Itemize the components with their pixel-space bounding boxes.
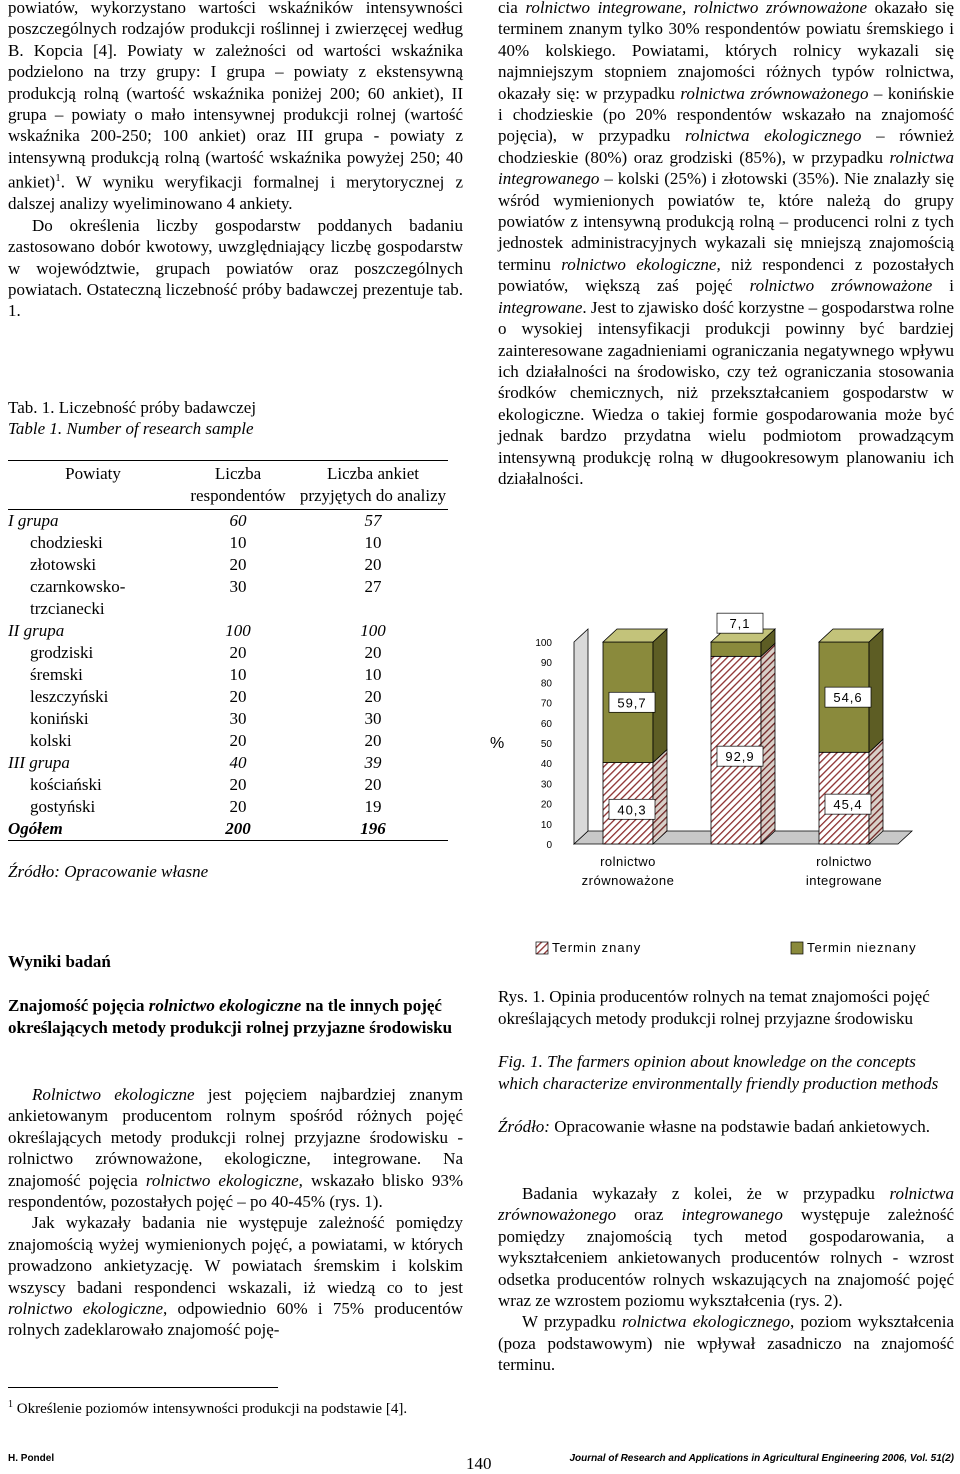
table-row xyxy=(8,642,448,664)
sample-table xyxy=(8,460,448,841)
data-label-unknown: 7,1 xyxy=(729,616,751,632)
table-row xyxy=(8,686,448,708)
cell-powiat: chodzieski xyxy=(30,533,103,552)
cell-respondents: 20 xyxy=(229,643,247,662)
intro-paragraph xyxy=(8,0,463,322)
cell-powiat: II grupa xyxy=(8,621,65,640)
header-powiaty: Powiaty xyxy=(65,464,121,483)
table-row xyxy=(8,708,448,730)
right-paragraph-2 xyxy=(498,1183,954,1376)
rc-t4: rolnictwa zrównoważonego xyxy=(680,83,869,103)
rc-t10: rolnictwo ekologiczne, xyxy=(561,254,721,274)
cell-powiat: czarnkowsko-trzcianecki xyxy=(30,577,126,618)
cell-respondents: 20 xyxy=(229,775,247,794)
chart-side-wall xyxy=(574,629,588,844)
y-tick-label: 30 xyxy=(540,779,552,791)
cell-powiat: Ogółem xyxy=(8,818,178,841)
y-tick-label: 0 xyxy=(546,840,552,851)
results-paragraph-1 xyxy=(8,1084,463,1212)
y-tick-label: 90 xyxy=(540,658,552,670)
cell-respondents: 100 xyxy=(225,621,251,640)
cell-respondents: 30 xyxy=(229,577,247,596)
header-accepted: Liczba ankiet przyjętych do analizy xyxy=(299,464,447,505)
figure-source-label: Źródło: xyxy=(498,1117,550,1136)
bar-known-side xyxy=(653,750,667,844)
table-source: Źródło: Opracowanie własne xyxy=(8,862,209,881)
cell-respondents: 60 xyxy=(229,511,247,530)
rc-t15: . Jest to zjawisko dość korzystne – gospodarstwa rolne o wysokiej intensyfikacji produkcji powinny być bardziej zainteresowane zagadnieniami ograniczania negatywnego wpływu ich działalności na środowisko, czy też ograniczania stosowania środków chemicznych, niż przekształcaniem gospodarstw w ekologiczne. Wiedza o takiej formie gospodarowania może być jednak bardzo przydatna wielu podmiotom prowadzącym intensywną produkcję rolną w długookresowym planowaniu ich działalności. xyxy=(498,297,954,488)
section-heading: Wyniki badań xyxy=(8,952,111,971)
rc-p2-c: występuje zależność pomiędzy znajomością tych metod gospodarowania, a wykształceniem ankietowanych producentów rolnych - wzrost odsetka producentów rolnych wskazujących na znajomość pojęć wraz ze wzrostem poziomu wykształcenia (rys. 2). xyxy=(498,1205,954,1311)
rc-t12: rolnictwo zrównoważone xyxy=(749,276,933,296)
results-p2-b: , odpowiednio 60% i 75% producentów rolnych zadeklarowało znajomość poję- xyxy=(8,1299,463,1340)
subsection-post: na tle innych pojęć określających metody produkcji rolnej przyjazne środowisku xyxy=(8,996,453,1037)
table-row xyxy=(8,620,448,642)
cell-powiat: śremski xyxy=(30,665,83,684)
footer-journal: Journal of Research and Applications in Agricultural Engineering 2006, Vol. 51(2) xyxy=(569,1453,954,1464)
term-organic-2: rolnictwo ekologiczne, xyxy=(145,1170,303,1190)
results-p1-b: wskazało blisko 93% respondentów, pozostałych pojęć – po 40-45% (rys. 1). xyxy=(8,1170,463,1212)
cell-respondents: 20 xyxy=(229,687,247,706)
figure-source-text: Opracowanie własne na podstawie badań ankietowych. xyxy=(549,1117,930,1136)
rc-p3-a: W przypadku xyxy=(522,1312,622,1332)
cell-accepted: 100 xyxy=(360,621,386,640)
table-row xyxy=(8,664,448,686)
table-caption-en: Table 1. Number of research sample xyxy=(8,419,254,438)
cell-respondents: 20 xyxy=(229,555,247,574)
subsection-heading xyxy=(8,995,463,1039)
cell-accepted: 20 xyxy=(364,775,382,794)
cell-respondents: 10 xyxy=(229,533,247,552)
legend-label-known: Termin znany xyxy=(552,940,642,955)
bar-known-side xyxy=(761,643,775,844)
cell-powiat: kościański xyxy=(30,775,102,794)
y-tick-label: 10 xyxy=(540,819,552,831)
x-category-label: rolnictwo xyxy=(600,854,656,869)
cell-respondents: 10 xyxy=(229,665,247,684)
cell-accepted: 20 xyxy=(364,687,382,706)
data-label-unknown: 54,6 xyxy=(833,690,863,706)
table-row xyxy=(8,774,448,796)
rc-t7: – również chodzieskie (80%) oraz grodziski (85%), w przypadku xyxy=(498,126,954,167)
data-label-known: 92,9 xyxy=(725,749,755,765)
term-organic-3: rolnictwo ekologiczne xyxy=(8,1299,164,1319)
y-tick-label: 20 xyxy=(540,799,552,811)
cell-accepted: 10 xyxy=(364,533,382,552)
cell-respondents: 20 xyxy=(229,731,247,750)
y-tick-label: 70 xyxy=(540,698,552,710)
cell-powiat: I grupa xyxy=(8,511,59,530)
rc-p2-a: Badania wykazały z kolei, że w przypadku xyxy=(522,1184,890,1203)
bar-known-side xyxy=(869,739,883,844)
table-body xyxy=(8,510,448,841)
y-tick-label: 100 xyxy=(535,638,552,649)
rc-p2-t2: integrowanego xyxy=(681,1205,783,1225)
rc-t3: okazało się terminem znanym tylko 30% respondentów powiatu śremskiego i 40% kolskiego. Powiatami, których rolnicy wykazali się najmniejszym stopniem znajomości różnych typów rolnictwa, okazały się: w przypadku xyxy=(498,0,954,103)
legend-swatch-known xyxy=(536,942,548,954)
table-row xyxy=(8,510,448,533)
table-row xyxy=(8,554,448,576)
data-label-known: 40,3 xyxy=(617,802,647,818)
results-text xyxy=(8,1084,463,1341)
cell-accepted: 30 xyxy=(364,709,382,728)
rc-p3-b: , poziom wykształcenia (poza podstawowym) nie wpływał zasadniczo na znajomość terminu. xyxy=(498,1312,954,1375)
cell-powiat: złotowski xyxy=(30,555,97,574)
x-category-label: zrównoważone xyxy=(581,873,675,888)
cell-accepted: 57 xyxy=(364,511,382,530)
term-organic: Rolnictwo ekologiczne xyxy=(32,1085,195,1104)
cell-accepted: 19 xyxy=(364,797,382,816)
cell-accepted: 20 xyxy=(364,555,382,574)
cell-powiat: grodziski xyxy=(30,643,94,662)
cell-accepted: 27 xyxy=(364,577,382,596)
table-row xyxy=(8,752,448,774)
rc-t9: – kolski (25%) i złotowski (35%). Nie znalazły się wśród wymienionych powiatów te, które należą do grupy powiatów z intensywną produkcją rolną – producenci rolni z tych jednostek administracyjnych wykazali się mniejszą znajomością terminu xyxy=(498,169,954,274)
table-header-row xyxy=(8,461,448,508)
footnote-number: 1 xyxy=(8,1399,13,1410)
bar-unknown xyxy=(711,642,761,656)
x-category-label: integrowane xyxy=(805,873,883,888)
rc-p2-t1: rolnictwa zrównoważonego xyxy=(498,1184,954,1225)
cell-respondents: 30 xyxy=(229,709,247,728)
intro-text: powiatów, wykorzystano wartości wskaźników intensywności poszczególnych rodzajów produkcji roślinnej i zwierzęcej według B. Kopcia [4]. Powiaty w zależności od wartości wskaźnika podzielono na trzy grupy: I grupa – powiaty z ekstensywną produkcją rolną (wartość wskaźnika poniżej 200; 60 ankiet), II grupa – powiaty o mało intensywnej produkcji rolnej (wartość wskaźnika 200-250; 100 ankiet) oraz III grupa - powiaty z intensywną produkcją rolną (wartość wskaźnika powyżej 250; 40 ankiet) xyxy=(8,0,463,192)
table-row xyxy=(8,576,448,620)
x-category-label: rolnictwo xyxy=(816,854,872,869)
right-paragraph-1 xyxy=(498,0,954,489)
cell-respondents: 40 xyxy=(229,753,247,772)
figure-caption-en: Fig. 1. The farmers opinion about knowledge on the concepts which characterize environmentally friendly production methods xyxy=(498,1052,939,1093)
intro-tail: . W wyniku weryfikacji formalnej i merytorycznej z dalszej analizy wyeliminowano 4 ankiety. xyxy=(8,172,463,214)
sampling-paragraph: Do określenia liczby gospodarstw poddanych badaniu zastosowano dobór kwotowy, uwzględniający liczbę gospodarstw w województwie, grupach powiatów oraz poszczególnych powiatach. Ostateczną liczebność próby badawczej prezentuje tab. 1. xyxy=(8,215,463,321)
y-tick-label: 60 xyxy=(540,718,552,730)
table-caption-pl: Tab. 1. Liczebność próby badawczej xyxy=(8,398,257,417)
rc-t11: niż respondenci z pozostałych powiatów, większą zaś pojęć xyxy=(498,254,954,296)
cell-accepted: 39 xyxy=(364,753,382,772)
table-row xyxy=(8,796,448,818)
cell-powiat: gostyński xyxy=(30,797,96,816)
cell-accepted: 20 xyxy=(364,731,382,750)
y-tick-label: 50 xyxy=(540,739,552,750)
cell-respondents: 20 xyxy=(229,797,247,816)
results-p2-a: Jak wykazały badania nie występuje zależność pomiędzy znajomością wyżej wymienionych pojęć, a powiatami, w których prowadzono ankietyzację. W powiatach śremskim i kolskim wszyscy badani respondenci wskazali, iż wiedzą co to jest xyxy=(8,1213,463,1297)
y-tick-label: 40 xyxy=(540,759,552,771)
rc-t8: rolnictwa integrowanego xyxy=(498,147,954,189)
results-p1-a: jest pojęciem najbardziej znanym ankietowanym producentom rolnym spośród różnych pojęć określających metody produkcji rolnej przyjazne środowisku - rolnictwo zrównoważone, ekologiczne, integrowane. Na znajomość pojęcia xyxy=(8,1085,463,1190)
cell-respondents: 200 xyxy=(178,818,298,841)
legend-label-unknown: Termin nieznany xyxy=(807,940,917,955)
right-paragraph-3 xyxy=(498,1311,954,1375)
cell-accepted: 10 xyxy=(364,665,382,684)
data-label-unknown: 59,7 xyxy=(617,695,647,711)
rc-p2-b: oraz xyxy=(616,1205,682,1225)
rc-t14: integrowane xyxy=(498,297,583,317)
cell-powiat: III grupa xyxy=(8,753,70,772)
footnote-divider xyxy=(8,1387,278,1388)
legend-swatch-unknown xyxy=(791,942,803,954)
subsection-term: rolnictwo ekologiczne xyxy=(148,996,302,1015)
results-paragraph-2 xyxy=(8,1212,463,1340)
rc-t1: cia xyxy=(498,0,526,17)
y-axis-label: % xyxy=(490,735,505,752)
rc-p3-t1: rolnictwa ekologicznego xyxy=(621,1312,790,1332)
cell-powiat: koniński xyxy=(30,709,89,728)
footnote xyxy=(8,1399,407,1418)
cell-powiat: leszczyński xyxy=(30,687,109,706)
table-row xyxy=(8,818,448,841)
cell-powiat: kolski xyxy=(30,731,72,750)
figure-source xyxy=(498,1116,954,1138)
figure-1-chart xyxy=(482,616,958,972)
rc-t5: – konińskie i chodzieskie (po 20% respondentów wskazało na znajomość pojęcia), w przypadku xyxy=(498,83,954,146)
rc-t13: i xyxy=(932,276,954,296)
table-row xyxy=(8,730,448,752)
header-respondents: Liczba respondentów xyxy=(190,464,286,505)
table-row xyxy=(8,532,448,554)
chart-plot-area xyxy=(490,613,917,955)
footnote-text: Określenie poziomów intensywności produkcji na podstawie [4]. xyxy=(13,1401,408,1417)
footer-author: H. Pondel xyxy=(8,1453,55,1464)
page-number: 140 xyxy=(466,1454,492,1473)
rc-t2: rolnictwo integrowane, rolnictwo zrównoważone xyxy=(525,0,868,17)
subsection-pre: Znajomość pojęcia xyxy=(8,996,149,1015)
rc-t6: rolnictwa ekologicznego xyxy=(684,126,862,146)
figure-caption-pl: Rys. 1. Opinia producentów rolnych na temat znajomości pojęć określających metody produkcji rolnej przyjazne środowisku xyxy=(498,987,930,1028)
cell-accepted: 20 xyxy=(364,643,382,662)
cell-accepted: 196 xyxy=(298,818,448,841)
y-tick-label: 80 xyxy=(540,678,552,690)
data-label-known: 45,4 xyxy=(833,797,863,813)
footnote-ref[interactable]: 1 xyxy=(55,172,61,185)
